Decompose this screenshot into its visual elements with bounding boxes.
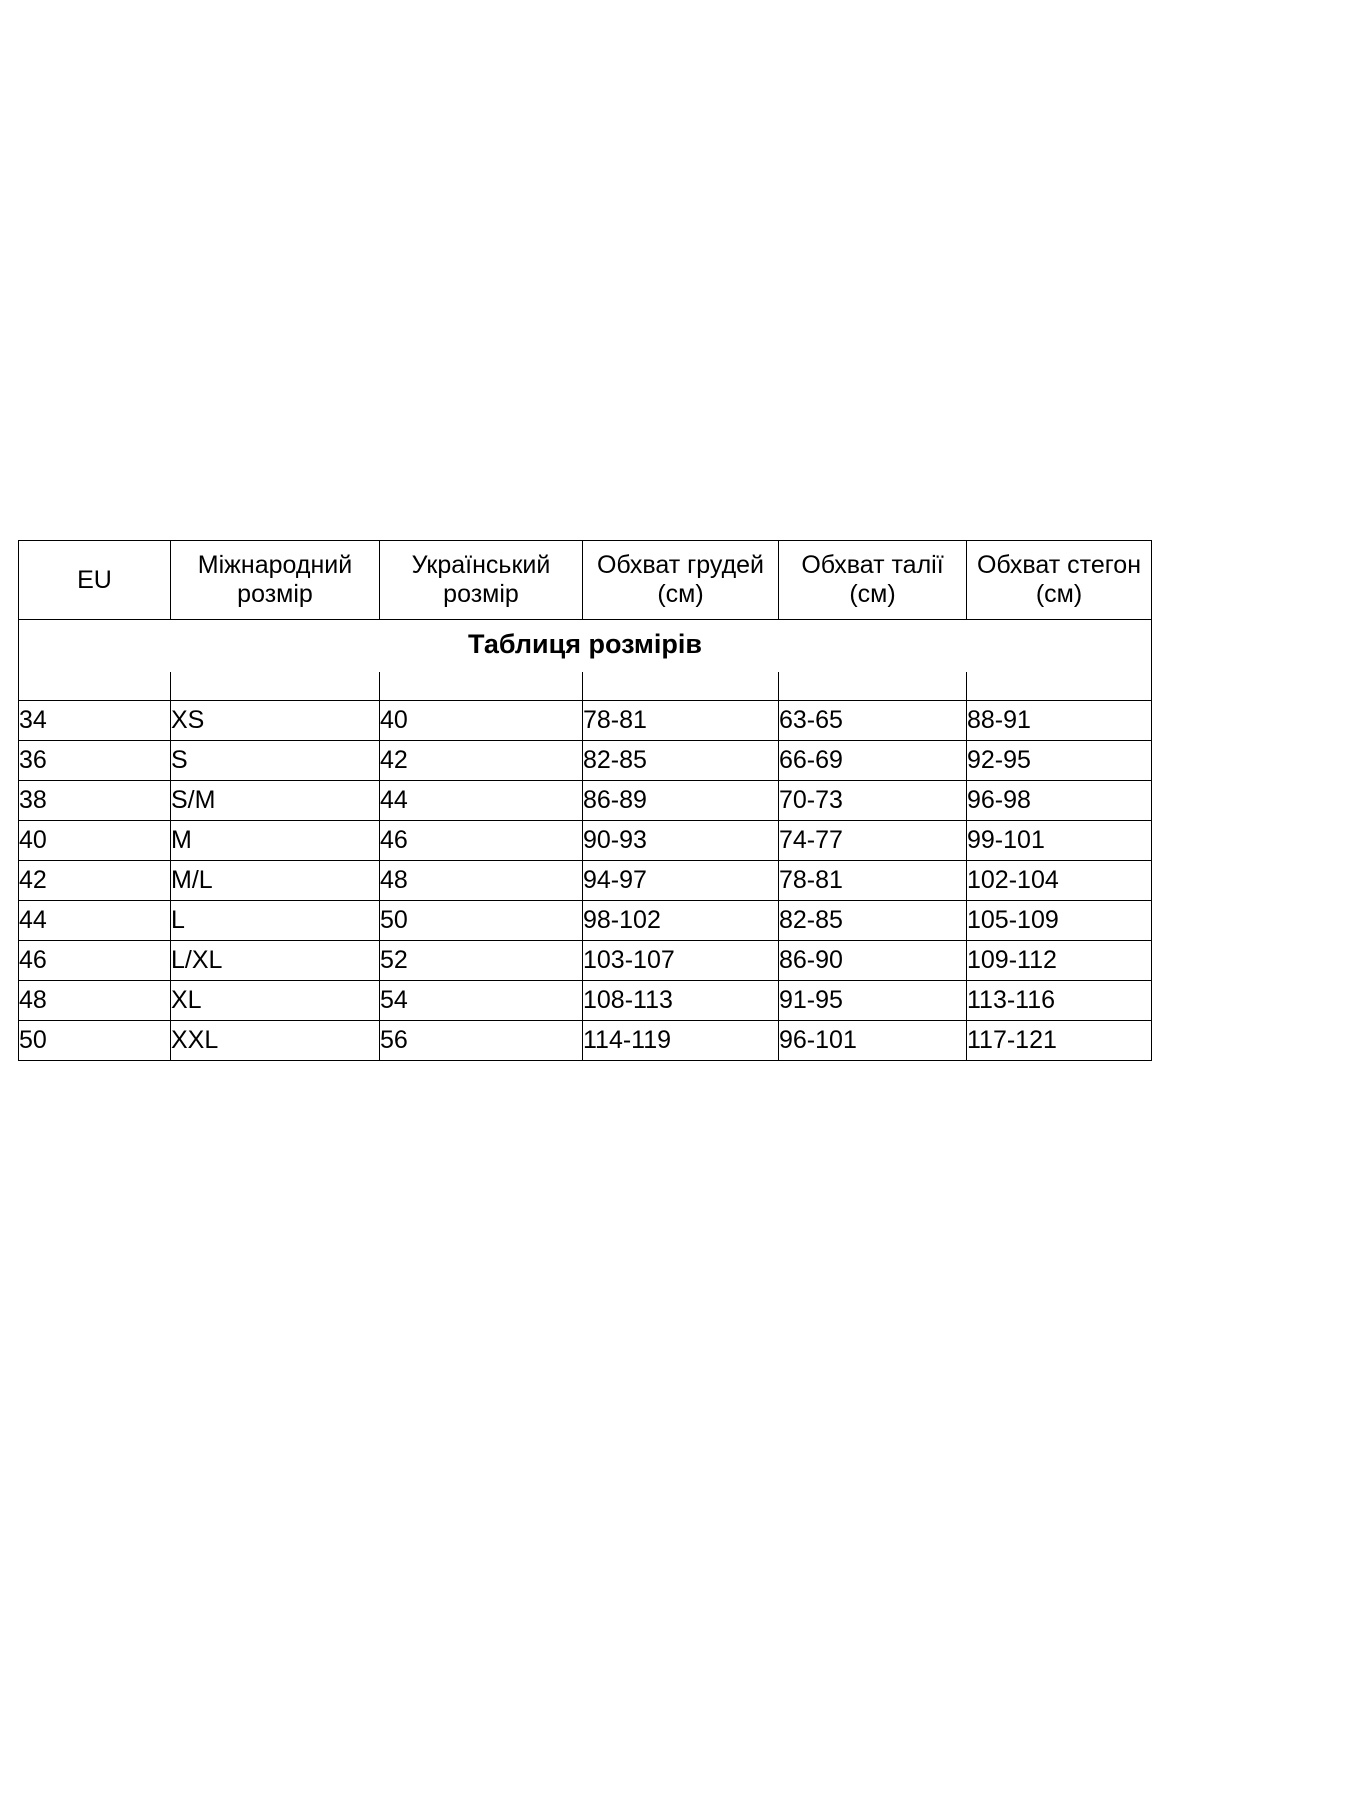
page-title: Таблиця розмірів (19, 620, 1152, 673)
cell-waist: 82-85 (779, 901, 967, 941)
cell-international-size: L/XL (171, 941, 380, 981)
cell-international-size: L (171, 901, 380, 941)
cell-chest: 103-107 (583, 941, 779, 981)
cell-eu: 46 (19, 941, 171, 981)
cell-chest: 90-93 (583, 821, 779, 861)
cell-hips: 105-109 (967, 901, 1152, 941)
cell-ukrainian-size: 46 (380, 821, 583, 861)
cell-international-size: XS (171, 701, 380, 741)
spacer-cell (967, 672, 1152, 701)
table-row (19, 1021, 1152, 1061)
table-title-row (19, 620, 1152, 673)
table-row (19, 821, 1152, 861)
cell-ukrainian-size: 48 (380, 861, 583, 901)
cell-waist: 91-95 (779, 981, 967, 1021)
table-row (19, 941, 1152, 981)
cell-hips: 92-95 (967, 741, 1152, 781)
spacer-cell (171, 672, 380, 701)
table-row (19, 901, 1152, 941)
cell-hips: 109-112 (967, 941, 1152, 981)
cell-international-size: M/L (171, 861, 380, 901)
cell-chest: 82-85 (583, 741, 779, 781)
spacer-cell (583, 672, 779, 701)
table-row (19, 701, 1152, 741)
cell-hips: 117-121 (967, 1021, 1152, 1061)
cell-ukrainian-size: 40 (380, 701, 583, 741)
cell-eu: 44 (19, 901, 171, 941)
table-row (19, 861, 1152, 901)
cell-eu: 48 (19, 981, 171, 1021)
table-header-row (19, 541, 1152, 620)
size-chart-table (18, 540, 1152, 1061)
cell-ukrainian-size: 44 (380, 781, 583, 821)
cell-eu: 34 (19, 701, 171, 741)
table-body (19, 701, 1152, 1061)
column-header-international-size: Міжнародний розмір (171, 541, 380, 620)
cell-international-size: S/M (171, 781, 380, 821)
cell-hips: 99-101 (967, 821, 1152, 861)
cell-chest: 98-102 (583, 901, 779, 941)
table-spacer-row (19, 672, 1152, 701)
cell-waist: 86-90 (779, 941, 967, 981)
cell-ukrainian-size: 52 (380, 941, 583, 981)
cell-waist: 63-65 (779, 701, 967, 741)
cell-chest: 108-113 (583, 981, 779, 1021)
cell-ukrainian-size: 50 (380, 901, 583, 941)
column-header-chest: Обхват грудей (см) (583, 541, 779, 620)
table-header (19, 541, 1152, 620)
spacer-cell (380, 672, 583, 701)
cell-eu: 40 (19, 821, 171, 861)
column-header-ukrainian-size: Український розмір (380, 541, 583, 620)
size-chart-container (18, 540, 1151, 1061)
table-row (19, 781, 1152, 821)
cell-chest: 86-89 (583, 781, 779, 821)
cell-ukrainian-size: 56 (380, 1021, 583, 1061)
cell-chest: 94-97 (583, 861, 779, 901)
cell-eu: 50 (19, 1021, 171, 1061)
column-header-hips: Обхват стегон (см) (967, 541, 1152, 620)
cell-international-size: M (171, 821, 380, 861)
cell-eu: 38 (19, 781, 171, 821)
cell-international-size: XXL (171, 1021, 380, 1061)
cell-international-size: S (171, 741, 380, 781)
table-row (19, 981, 1152, 1021)
cell-waist: 74-77 (779, 821, 967, 861)
cell-international-size: XL (171, 981, 380, 1021)
cell-waist: 78-81 (779, 861, 967, 901)
cell-hips: 102-104 (967, 861, 1152, 901)
cell-chest: 78-81 (583, 701, 779, 741)
cell-waist: 66-69 (779, 741, 967, 781)
table-row (19, 741, 1152, 781)
column-header-eu: EU (19, 541, 171, 620)
cell-ukrainian-size: 42 (380, 741, 583, 781)
cell-waist: 96-101 (779, 1021, 967, 1061)
cell-hips: 113-116 (967, 981, 1152, 1021)
spacer-cell (779, 672, 967, 701)
cell-hips: 88-91 (967, 701, 1152, 741)
cell-eu: 36 (19, 741, 171, 781)
spacer-cell (19, 672, 171, 701)
cell-chest: 114-119 (583, 1021, 779, 1061)
column-header-waist: Обхват талії (см) (779, 541, 967, 620)
cell-ukrainian-size: 54 (380, 981, 583, 1021)
cell-eu: 42 (19, 861, 171, 901)
cell-waist: 70-73 (779, 781, 967, 821)
cell-hips: 96-98 (967, 781, 1152, 821)
